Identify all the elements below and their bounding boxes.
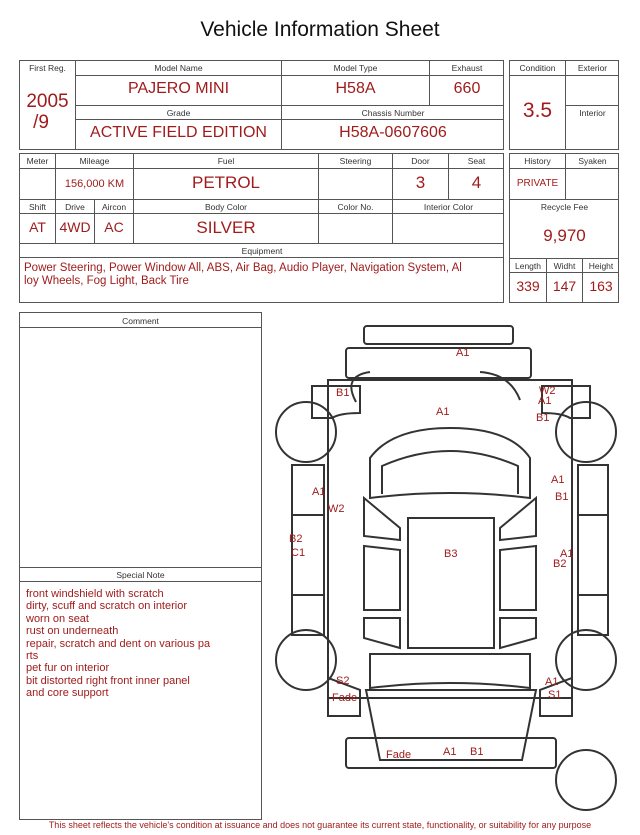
damage-mark-right-rear-fender-a: A1 xyxy=(545,676,559,688)
condition-label: Condition xyxy=(519,63,556,73)
width-value: 147 xyxy=(552,278,577,294)
model-type-value: H58A xyxy=(335,80,376,97)
seat-value: 4 xyxy=(471,173,482,192)
drive-label: Drive xyxy=(65,202,85,212)
damage-mark-front-bumper: A1 xyxy=(456,347,470,359)
first-reg-label: First Reg. xyxy=(29,63,66,73)
damage-mark-right-fender-b: B1 xyxy=(536,412,550,424)
steering-label: Steering xyxy=(339,156,372,166)
condition-block xyxy=(509,60,619,150)
disclaimer-footer: This sheet reflects the vehicle's condition at issuance and does not guarantee its current state, functionality, or suitability for any purpose xyxy=(48,820,592,830)
damage-mark-rear-bumper-fade: Fade xyxy=(386,749,412,761)
damage-mark-right-rear-fender-s: S1 xyxy=(548,689,562,701)
length-value: 339 xyxy=(516,278,540,294)
drive-value: 4WD xyxy=(59,219,91,235)
special-note-item: dirty, scuff and scratch on interior xyxy=(26,600,187,613)
damage-mark-left-window: W2 xyxy=(328,503,345,515)
model-type-label: Model Type xyxy=(333,63,378,73)
special-note-item: rts xyxy=(26,650,39,663)
recycle-fee-label: Recycle Fee xyxy=(540,202,589,212)
first-reg-month: /9 xyxy=(33,112,49,133)
equipment-line-2: loy Wheels, Fog Light, Back Tire xyxy=(24,275,189,287)
specs-block xyxy=(19,153,504,303)
damage-mark-left-rear-door-b: B2 xyxy=(289,533,303,545)
damage-mark-right-rear-door-b: B2 xyxy=(553,558,567,570)
shift-label: Shift xyxy=(28,202,46,212)
body-color-label: Body Color xyxy=(204,202,248,212)
special-note-item: pet fur on interior xyxy=(26,662,110,675)
interior-color-label: Interior Color xyxy=(423,202,474,212)
fuel-label: Fuel xyxy=(217,156,235,166)
condition-grade: 3.5 xyxy=(522,99,553,122)
fuel-value: PETROL xyxy=(191,173,261,192)
exhaust-label: Exhaust xyxy=(451,63,483,73)
color-no-label: Color No. xyxy=(337,202,374,212)
recycle-fee-value: 9,970 xyxy=(543,226,586,245)
damage-mark-left-rear-door-c: C1 xyxy=(291,547,306,559)
damage-mark-left-fender: B1 xyxy=(336,387,350,399)
special-note-item: front windshield with scratch xyxy=(26,588,164,600)
damage-mark-hood: A1 xyxy=(436,406,450,418)
grade-label: Grade xyxy=(166,108,191,118)
width-label: Widht xyxy=(553,261,576,271)
damage-mark-rear-bumper-a: A1 xyxy=(443,746,457,758)
car-damage-diagram xyxy=(270,318,632,818)
aircon-value: AC xyxy=(104,219,124,235)
history-value: PRIVATE xyxy=(516,178,559,189)
equipment-label: Equipment xyxy=(241,246,283,256)
special-note-label: Special Note xyxy=(116,570,165,580)
seat-label: Seat xyxy=(467,156,486,166)
special-note-item: rust on underneath xyxy=(26,625,119,638)
first-reg-year: 2005 xyxy=(26,91,69,112)
door-label: Door xyxy=(411,156,430,166)
body-color-value: SILVER xyxy=(196,218,256,237)
meter-label: Meter xyxy=(26,156,49,166)
door-value: 3 xyxy=(415,173,426,192)
damage-mark-right-front-door-b: B1 xyxy=(555,491,569,503)
exterior-label: Exterior xyxy=(577,63,608,73)
chassis-number-value: H58A-0607606 xyxy=(339,124,447,141)
comment-label: Comment xyxy=(122,316,159,326)
chassis-number-label: Chassis Number xyxy=(361,108,425,118)
length-label: Length xyxy=(515,261,541,271)
damage-mark-right-fender-w: W2 xyxy=(539,385,556,397)
equipment-line-1: Power Steering, Power Window All, ABS, Air Bag, Audio Player, Navigation System, Al xyxy=(24,262,462,274)
interior-label: Interior xyxy=(579,108,606,118)
exhaust-value: 660 xyxy=(453,80,481,97)
damage-mark-left-front-door: A1 xyxy=(312,486,326,498)
damage-mark-right-fender-a: A1 xyxy=(538,395,552,407)
special-note-item: repair, scratch and dent on various pa xyxy=(26,637,211,650)
aircon-label: Aircon xyxy=(101,202,127,212)
damage-mark-roof: B3 xyxy=(444,548,458,560)
shift-value: AT xyxy=(29,219,46,235)
special-note-item: bit distorted right front inner panel xyxy=(26,674,190,687)
mileage-value: 156,000 KM xyxy=(64,178,125,190)
history-label: History xyxy=(524,156,551,166)
syaken-label: Syaken xyxy=(578,156,607,166)
damage-mark-right-rear-door-a: A1 xyxy=(560,548,574,560)
damage-mark-right-front-door-a: A1 xyxy=(551,474,565,486)
damage-mark-left-rear-fender-fade: Fade xyxy=(332,692,358,704)
sheet-title: Vehicle Information Sheet xyxy=(200,18,440,41)
height-label: Height xyxy=(588,261,614,271)
damage-mark-left-rear-fender-s: S2 xyxy=(336,675,350,687)
history-block xyxy=(509,153,619,303)
damage-mark-rear-bumper-b: B1 xyxy=(470,746,484,758)
special-note-item: and core support xyxy=(26,687,109,700)
mileage-label: Mileage xyxy=(79,156,110,166)
comment-panel xyxy=(19,312,262,820)
special-notes-list xyxy=(26,588,258,700)
grade-value: ACTIVE FIELD EDITION xyxy=(90,124,267,141)
model-name-value: PAJERO MINI xyxy=(127,80,230,97)
special-note-item: worn on seat xyxy=(26,612,89,625)
height-value: 163 xyxy=(589,278,613,294)
model-name-label: Model Name xyxy=(154,63,203,73)
model-info-block xyxy=(19,60,504,150)
